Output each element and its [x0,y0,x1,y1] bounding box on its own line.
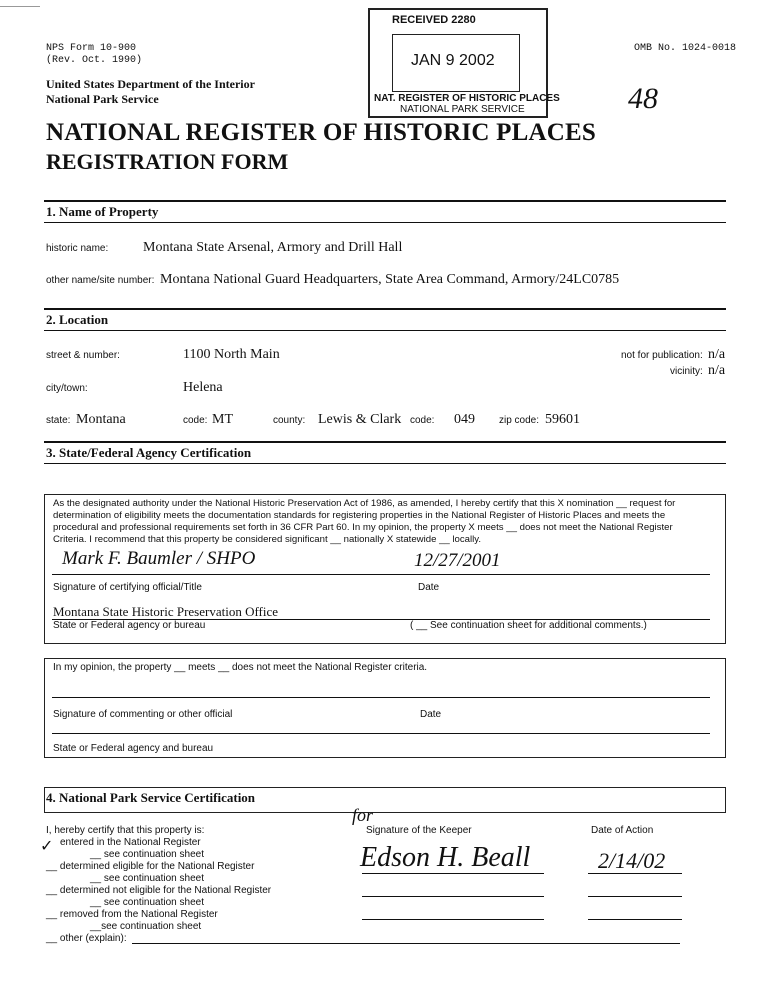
eligible-continuation: __ see continuation sheet [90,873,204,884]
omb-number: OMB No. 1024-0018 [634,43,737,54]
page-subtitle: REGISTRATION FORM [46,149,289,174]
historic-name-label: historic name: [46,243,109,254]
certifying-signature: Mark F. Baumler / SHPO [62,548,256,569]
section-rule [44,222,726,223]
agency-line [52,733,710,734]
form-id: NPS Form 10-900 [46,43,137,54]
vicinity-value: n/a [708,363,726,378]
other-name-value: Montana National Guard Headquarters, State Area Command, Armory/24LC0785 [160,272,620,287]
state-label: state: [46,415,71,426]
date-of-action-handwritten: 2/14/02 [598,848,666,873]
scan-mark [0,6,40,7]
historic-name-value: Montana State Arsenal, Armory and Drill Hall [143,240,403,255]
keeper-signature-label: Signature of the Keeper [366,825,472,836]
section-1-heading: 1. Name of Property [46,204,159,219]
agency-bureau-label: State or Federal agency and bureau [53,743,214,754]
state-value: Montana [76,412,126,427]
check-mark: ✓ [40,838,54,855]
handwritten-page-number: 48 [628,82,658,115]
nfp-label: not for publication: [621,350,703,361]
city-value: Helena [183,380,223,395]
zip-label: zip code: [499,415,540,426]
opinion-text: In my opinion, the property __ meets __ does not meet the National Register criteria. [53,662,428,673]
not-eligible-continuation: __ see continuation sheet [90,897,204,908]
certifying-date-label: Date [418,582,440,593]
county-value: Lewis & Clark [318,412,402,427]
section-rule [44,463,726,464]
section-2-heading: 2. Location [46,312,109,327]
other-explain-line [132,943,680,944]
county-code-label: code: [410,415,435,426]
department-name: United States Department of the Interior [46,77,255,91]
keeper-signature: Edson H. Beall [360,842,531,873]
action-line [588,896,682,897]
certifying-date-handwritten: 12/27/2001 [414,550,501,571]
state-code-value: MT [212,412,233,427]
stamp-line-2: NATIONAL PARK SERVICE [400,104,525,115]
keeper-line [362,919,544,920]
signature-line [52,574,710,575]
action-line [588,919,682,920]
keeper-initials: for [352,805,374,825]
street-value: 1100 North Main [183,347,280,362]
keeper-line [362,896,544,897]
section-rule [44,308,726,310]
county-code-value: 049 [454,412,475,427]
stamp-date: JAN 9 2002 [411,52,495,69]
date-of-action-label: Date of Action [591,825,654,836]
section-rule [44,330,726,331]
vicinity-label: vicinity: [670,366,703,377]
county-label: county: [273,415,306,426]
cert-text-line-2: determination of eligibility meets the documentation standards for registering properties in the National Register of Historic Places and meets the [53,510,666,521]
agency-label: State or Federal agency or bureau [53,620,206,631]
nps-intro: I, hereby certify that this property is: [46,825,205,836]
cert-text-line-4: Criteria. I recommend that this property be considered significant __ nationally X statewide __ locally. [53,534,482,545]
signature-line [52,697,710,698]
state-code-label: code: [183,415,208,426]
keeper-line [362,873,544,874]
cert-text-line-1: As the designated authority under the National Historic Preservation Act of 1986, as amended, I hereby certify that this X nomination __ request for [53,498,676,509]
form-rev: (Rev. Oct. 1990) [46,55,143,66]
eligible-item: __ determined eligible for the National Register [46,861,255,872]
stamp-received: RECEIVED 2280 [392,14,476,26]
removed-continuation: __see continuation sheet [90,921,202,932]
removed-item: __ removed from the National Register [46,909,218,920]
received-stamp [368,8,560,118]
section-3-heading: 3. State/Federal Agency Certification [46,445,252,460]
agency-value: Montana State Historic Preservation Office [53,604,279,619]
commenting-date-label: Date [420,709,442,720]
zip-value: 59601 [545,412,580,427]
section-rule [44,200,726,202]
certifying-signature-label: Signature of certifying official/Title [53,582,202,593]
other-item: __ other (explain): [46,933,127,944]
section-rule [44,441,726,443]
stamp-date-box [392,34,520,92]
nfp-value: n/a [708,347,726,362]
service-name: National Park Service [46,92,159,106]
entered-item: entered in the National Register [60,837,201,848]
commenting-signature-label: Signature of commenting or other official [53,709,233,720]
city-label: city/town: [46,383,88,394]
cert-text-line-3: procedural and professional requirements set forth in 36 CFR Part 60. In my opinion, the property X meets __ does not meet the National Register [53,522,673,533]
action-line [588,873,682,874]
page-title: NATIONAL REGISTER OF HISTORIC PLACES [46,119,596,146]
stamp-line-1: NAT. REGISTER OF HISTORIC PLACES [374,93,560,104]
section-4-heading: 4. National Park Service Certification [46,790,256,805]
entered-continuation: __ see continuation sheet [90,849,204,860]
not-eligible-item: __ determined not eligible for the National Register [46,885,272,896]
street-label: street & number: [46,350,120,361]
continuation-note: ( __ See continuation sheet for additional comments.) [410,620,647,631]
other-name-label: other name/site number: [46,275,155,286]
